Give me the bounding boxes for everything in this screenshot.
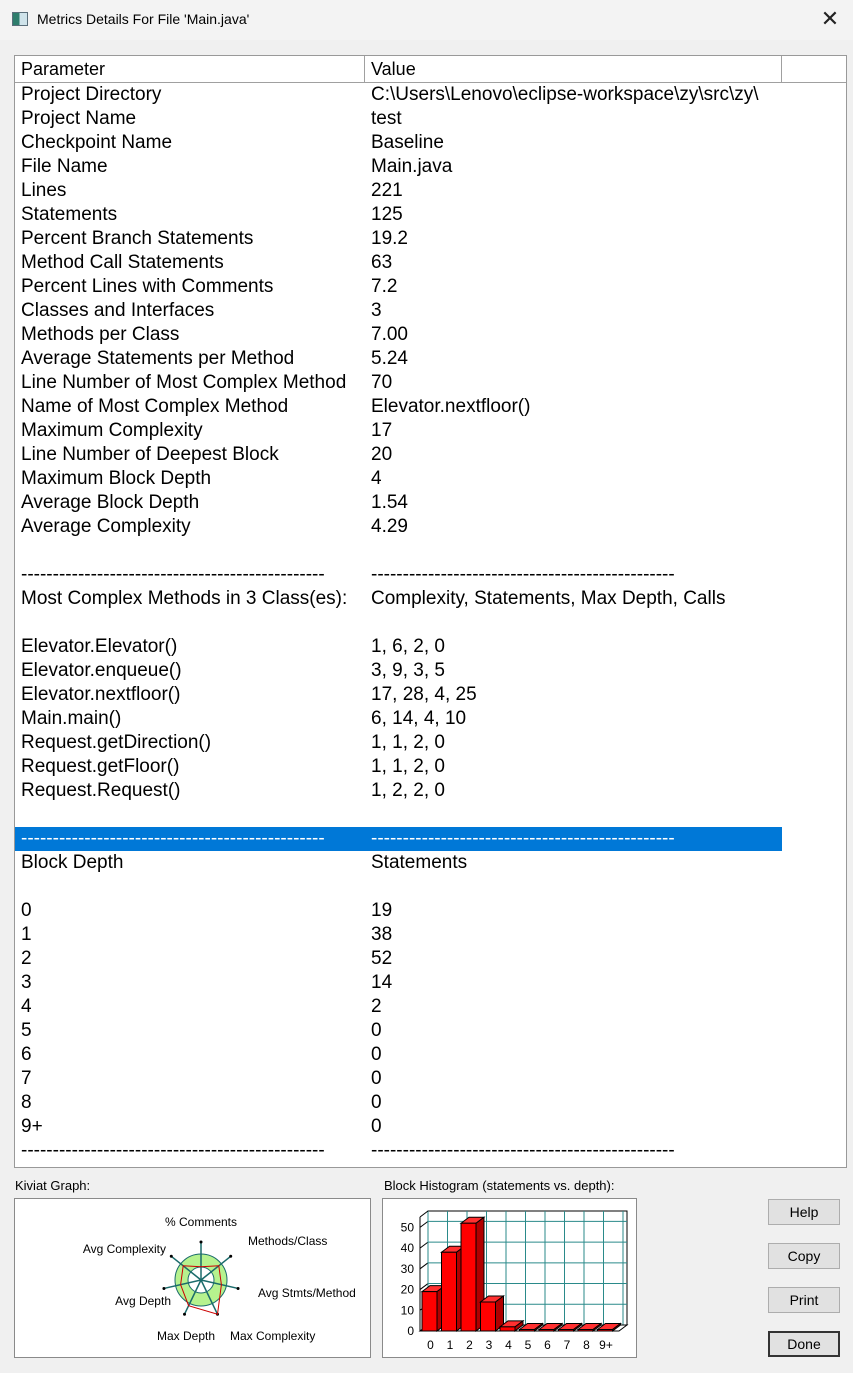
value-cell: C:\Users\Lenovo\eclipse-workspace\zy\src\zy\ — [371, 84, 759, 105]
histogram-tick — [420, 1263, 428, 1269]
kiviat-axis-label: Max Depth — [156, 1329, 216, 1343]
value-cell: 0 — [371, 1044, 382, 1065]
table-header — [15, 56, 846, 83]
table-row[interactable] — [15, 395, 782, 419]
table-row[interactable] — [15, 371, 782, 395]
value-cell: 3 — [371, 300, 382, 321]
value-cell: 3, 9, 3, 5 — [371, 660, 445, 681]
table-row[interactable] — [15, 323, 782, 347]
parameter-cell: 9+ — [21, 1116, 43, 1137]
histogram-bar — [481, 1302, 496, 1331]
value-cell: 5.24 — [371, 348, 408, 369]
title-bar — [0, 0, 853, 40]
parameter-cell: Maximum Block Depth — [21, 468, 212, 489]
table-row[interactable] — [15, 299, 782, 323]
table-row[interactable] — [15, 659, 782, 683]
value-cell: Baseline — [371, 132, 444, 153]
parameter-cell: Average Complexity — [21, 516, 191, 537]
histogram-x-tick-label: 5 — [524, 1338, 532, 1352]
value-cell: 4 — [371, 468, 382, 489]
value-cell: Complexity, Statements, Max Depth, Calls — [371, 588, 726, 609]
value-cell: 1, 1, 2, 0 — [371, 756, 445, 777]
table-row[interactable] — [15, 635, 782, 659]
value-cell: 0 — [371, 1020, 382, 1041]
table-row[interactable] — [15, 995, 782, 1019]
parameter-cell: Percent Lines with Comments — [21, 276, 274, 297]
kiviat-label: Kiviat Graph: — [15, 1178, 91, 1193]
value-cell: 0 — [371, 1116, 382, 1137]
parameter-cell: 7 — [21, 1068, 32, 1089]
histogram-bar — [598, 1330, 613, 1332]
kiviat-axis-end — [237, 1287, 240, 1290]
parameter-cell: File Name — [21, 156, 108, 177]
parameter-cell: Block Depth — [21, 852, 124, 873]
metrics-table[interactable] — [14, 55, 847, 1168]
parameter-cell: Classes and Interfaces — [21, 300, 215, 321]
table-row[interactable] — [15, 731, 782, 755]
histogram-x-tick-label: 4 — [505, 1338, 512, 1352]
histogram-x-tick-label: 3 — [485, 1338, 493, 1352]
table-row[interactable] — [15, 611, 782, 635]
table-row[interactable] — [15, 443, 782, 467]
column-header-empty — [782, 56, 846, 82]
kiviat-graph — [14, 1198, 371, 1358]
value-cell: Main.java — [371, 156, 453, 177]
parameter-cell: Most Complex Methods in 3 Class(es): — [21, 588, 348, 609]
app-icon — [12, 12, 28, 26]
table-row[interactable] — [15, 923, 782, 947]
table-row[interactable] — [15, 875, 782, 899]
parameter-cell: Statements — [21, 204, 118, 225]
parameter-cell: Line Number of Most Complex Method — [21, 372, 347, 393]
parameter-cell: 4 — [21, 996, 32, 1017]
print-button[interactable]: Print — [768, 1287, 840, 1313]
column-header-parameter[interactable]: Parameter — [15, 56, 365, 82]
window-title: Metrics Details For File 'Main.java' — [37, 11, 250, 27]
value-cell: 0 — [371, 1068, 382, 1089]
table-row[interactable] — [15, 563, 782, 587]
close-button[interactable]: ✕ — [820, 6, 840, 31]
parameter-cell: Elevator.enqueue() — [21, 660, 182, 681]
table-row[interactable] — [15, 515, 782, 539]
parameter-cell: Line Number of Deepest Block — [21, 444, 279, 465]
parameter-cell: 3 — [21, 972, 32, 993]
value-cell: 19 — [371, 900, 393, 921]
kiviat-svg — [15, 1199, 370, 1357]
parameter-cell: Elevator.nextfloor() — [21, 684, 181, 705]
kiviat-axis-end — [229, 1255, 232, 1258]
histogram-bar — [442, 1252, 457, 1331]
kiviat-axis-label: Methods/Class — [248, 1234, 328, 1248]
histogram-bar — [461, 1223, 476, 1331]
histogram-y-tick-label: 10 — [400, 1303, 414, 1318]
value-cell: 17 — [371, 420, 393, 441]
histogram-y-tick-label: 0 — [407, 1324, 414, 1338]
parameter-cell: Average Block Depth — [21, 492, 200, 513]
histogram-y-tick-label: 40 — [400, 1241, 414, 1256]
value-cell: 20 — [371, 444, 393, 465]
value-cell: 125 — [371, 204, 403, 225]
table-row[interactable] — [15, 1067, 782, 1091]
table-row[interactable] — [15, 83, 782, 107]
value-cell: 63 — [371, 252, 393, 273]
histogram-y-tick-label: 50 — [400, 1220, 414, 1235]
table-row[interactable] — [15, 707, 782, 731]
kiviat-axis-end — [170, 1255, 173, 1258]
parameter-cell: Lines — [21, 180, 67, 201]
parameter-cell: Checkpoint Name — [21, 132, 173, 153]
value-cell: 7.00 — [371, 324, 408, 345]
value-cell: 221 — [371, 180, 403, 201]
kiviat-axis-label: % Comments — [164, 1215, 238, 1229]
parameter-cell: 6 — [21, 1044, 32, 1065]
table-row[interactable] — [15, 1139, 782, 1163]
kiviat-axis-label: Avg Stmts/Method — [258, 1286, 356, 1300]
histogram-bar — [422, 1292, 437, 1331]
block-histogram — [382, 1198, 637, 1358]
value-cell: 19.2 — [371, 228, 408, 249]
parameter-cell: ------------------------------------------------ — [21, 564, 325, 585]
kiviat-axis-label: Max Complexity — [230, 1329, 316, 1343]
table-row[interactable] — [15, 971, 782, 995]
histogram-x-tick-label: 1 — [446, 1338, 454, 1352]
histogram-bar — [559, 1330, 574, 1332]
parameter-cell: Name of Most Complex Method — [21, 396, 289, 417]
parameter-cell: 1 — [21, 924, 32, 945]
value-cell: 17, 28, 4, 25 — [371, 684, 477, 705]
value-cell: 38 — [371, 924, 393, 945]
value-cell: ------------------------------------------------ — [371, 828, 675, 849]
histogram-x-tick-label: 9+ — [599, 1338, 613, 1352]
done-button[interactable]: Done — [768, 1331, 840, 1357]
table-row[interactable] — [15, 179, 782, 203]
parameter-cell: 8 — [21, 1092, 32, 1113]
table-row[interactable] — [15, 1091, 782, 1115]
histogram-x-tick-label: 2 — [466, 1338, 473, 1352]
parameter-cell: Request.Request() — [21, 780, 181, 801]
histogram-x-tick-label: 8 — [583, 1338, 590, 1352]
histogram-tick — [420, 1242, 428, 1248]
table-row[interactable] — [15, 587, 782, 611]
value-cell: test — [371, 108, 402, 129]
table-row[interactable] — [15, 683, 782, 707]
parameter-cell: Main.main() — [21, 708, 122, 729]
histogram-y-tick-label: 20 — [400, 1282, 414, 1297]
parameter-cell: Request.getDirection() — [21, 732, 212, 753]
table-row[interactable] — [15, 539, 782, 563]
table-row[interactable] — [15, 755, 782, 779]
histogram-bar — [520, 1330, 535, 1332]
table-row[interactable] — [15, 131, 782, 155]
table-row[interactable] — [15, 203, 782, 227]
histogram-svg — [383, 1199, 636, 1357]
kiviat-axis-label: Avg Depth — [115, 1294, 171, 1308]
table-row[interactable] — [15, 275, 782, 299]
parameter-cell: ------------------------------------------------ — [21, 828, 325, 849]
parameter-cell: Method Call Statements — [21, 252, 224, 273]
parameter-cell: Maximum Complexity — [21, 420, 203, 441]
value-cell: ------------------------------------------------ — [371, 564, 675, 585]
value-cell: 4.29 — [371, 516, 408, 537]
table-row[interactable] — [15, 803, 782, 827]
value-cell: 0 — [371, 1092, 382, 1113]
table-body — [15, 83, 846, 1163]
parameter-cell: Project Directory — [21, 84, 162, 105]
parameter-cell: 2 — [21, 948, 32, 969]
parameter-cell: Methods per Class — [21, 324, 180, 345]
copy-button[interactable]: Copy — [768, 1243, 840, 1269]
histogram-x-tick-label: 7 — [563, 1338, 571, 1352]
parameter-cell: Elevator.Elevator() — [21, 636, 178, 657]
kiviat-axis-end — [162, 1287, 165, 1290]
value-cell: 52 — [371, 948, 393, 969]
histogram-bar — [578, 1330, 593, 1332]
value-cell: 6, 14, 4, 10 — [371, 708, 467, 729]
table-row[interactable] — [15, 419, 782, 443]
value-cell: 14 — [371, 972, 393, 993]
histogram-x-tick-label: 0 — [427, 1338, 434, 1352]
value-cell: ------------------------------------------------ — [371, 1140, 675, 1161]
parameter-cell: Request.getFloor() — [21, 756, 180, 777]
table-row[interactable] — [15, 827, 782, 851]
histogram-label: Block Histogram (statements vs. depth): — [384, 1178, 615, 1193]
table-row[interactable] — [15, 227, 782, 251]
table-row[interactable] — [15, 251, 782, 275]
table-row[interactable] — [15, 1019, 782, 1043]
table-row[interactable] — [15, 347, 782, 371]
histogram-bar — [539, 1330, 554, 1332]
value-cell: 1, 2, 2, 0 — [371, 780, 445, 801]
table-row[interactable] — [15, 947, 782, 971]
table-row[interactable] — [15, 491, 782, 515]
parameter-cell: Percent Branch Statements — [21, 228, 254, 249]
histogram-x-tick-label: 6 — [544, 1338, 551, 1352]
histogram-corner — [420, 1211, 428, 1217]
parameter-cell: Average Statements per Method — [21, 348, 295, 369]
table-row[interactable] — [15, 467, 782, 491]
value-cell: 1, 6, 2, 0 — [371, 636, 445, 657]
value-cell: 1, 1, 2, 0 — [371, 732, 445, 753]
kiviat-axis-end — [200, 1241, 203, 1244]
value-cell: 1.54 — [371, 492, 408, 513]
column-header-value[interactable]: Value — [365, 56, 782, 82]
table-row[interactable] — [15, 899, 782, 923]
table-row[interactable] — [15, 851, 782, 875]
table-row[interactable] — [15, 779, 782, 803]
parameter-cell: ------------------------------------------------ — [21, 1140, 325, 1161]
parameter-cell: 5 — [21, 1020, 32, 1041]
kiviat-axis-label: Avg Complexity — [82, 1242, 166, 1256]
kiviat-axis-end — [183, 1313, 186, 1316]
value-cell: 7.2 — [371, 276, 398, 297]
table-row[interactable] — [15, 107, 782, 131]
help-button[interactable]: Help — [768, 1199, 840, 1225]
histogram-y-tick-label: 30 — [400, 1261, 414, 1276]
parameter-cell: 0 — [21, 900, 32, 921]
table-row[interactable] — [15, 1043, 782, 1067]
histogram-bar — [500, 1327, 515, 1331]
value-cell: Elevator.nextfloor() — [371, 396, 531, 417]
value-cell: Statements — [371, 852, 468, 873]
table-row[interactable] — [15, 1115, 782, 1139]
histogram-tick — [420, 1221, 428, 1227]
value-cell: 70 — [371, 372, 393, 393]
parameter-cell: Project Name — [21, 108, 137, 129]
table-row[interactable] — [15, 155, 782, 179]
value-cell: 2 — [371, 996, 382, 1017]
